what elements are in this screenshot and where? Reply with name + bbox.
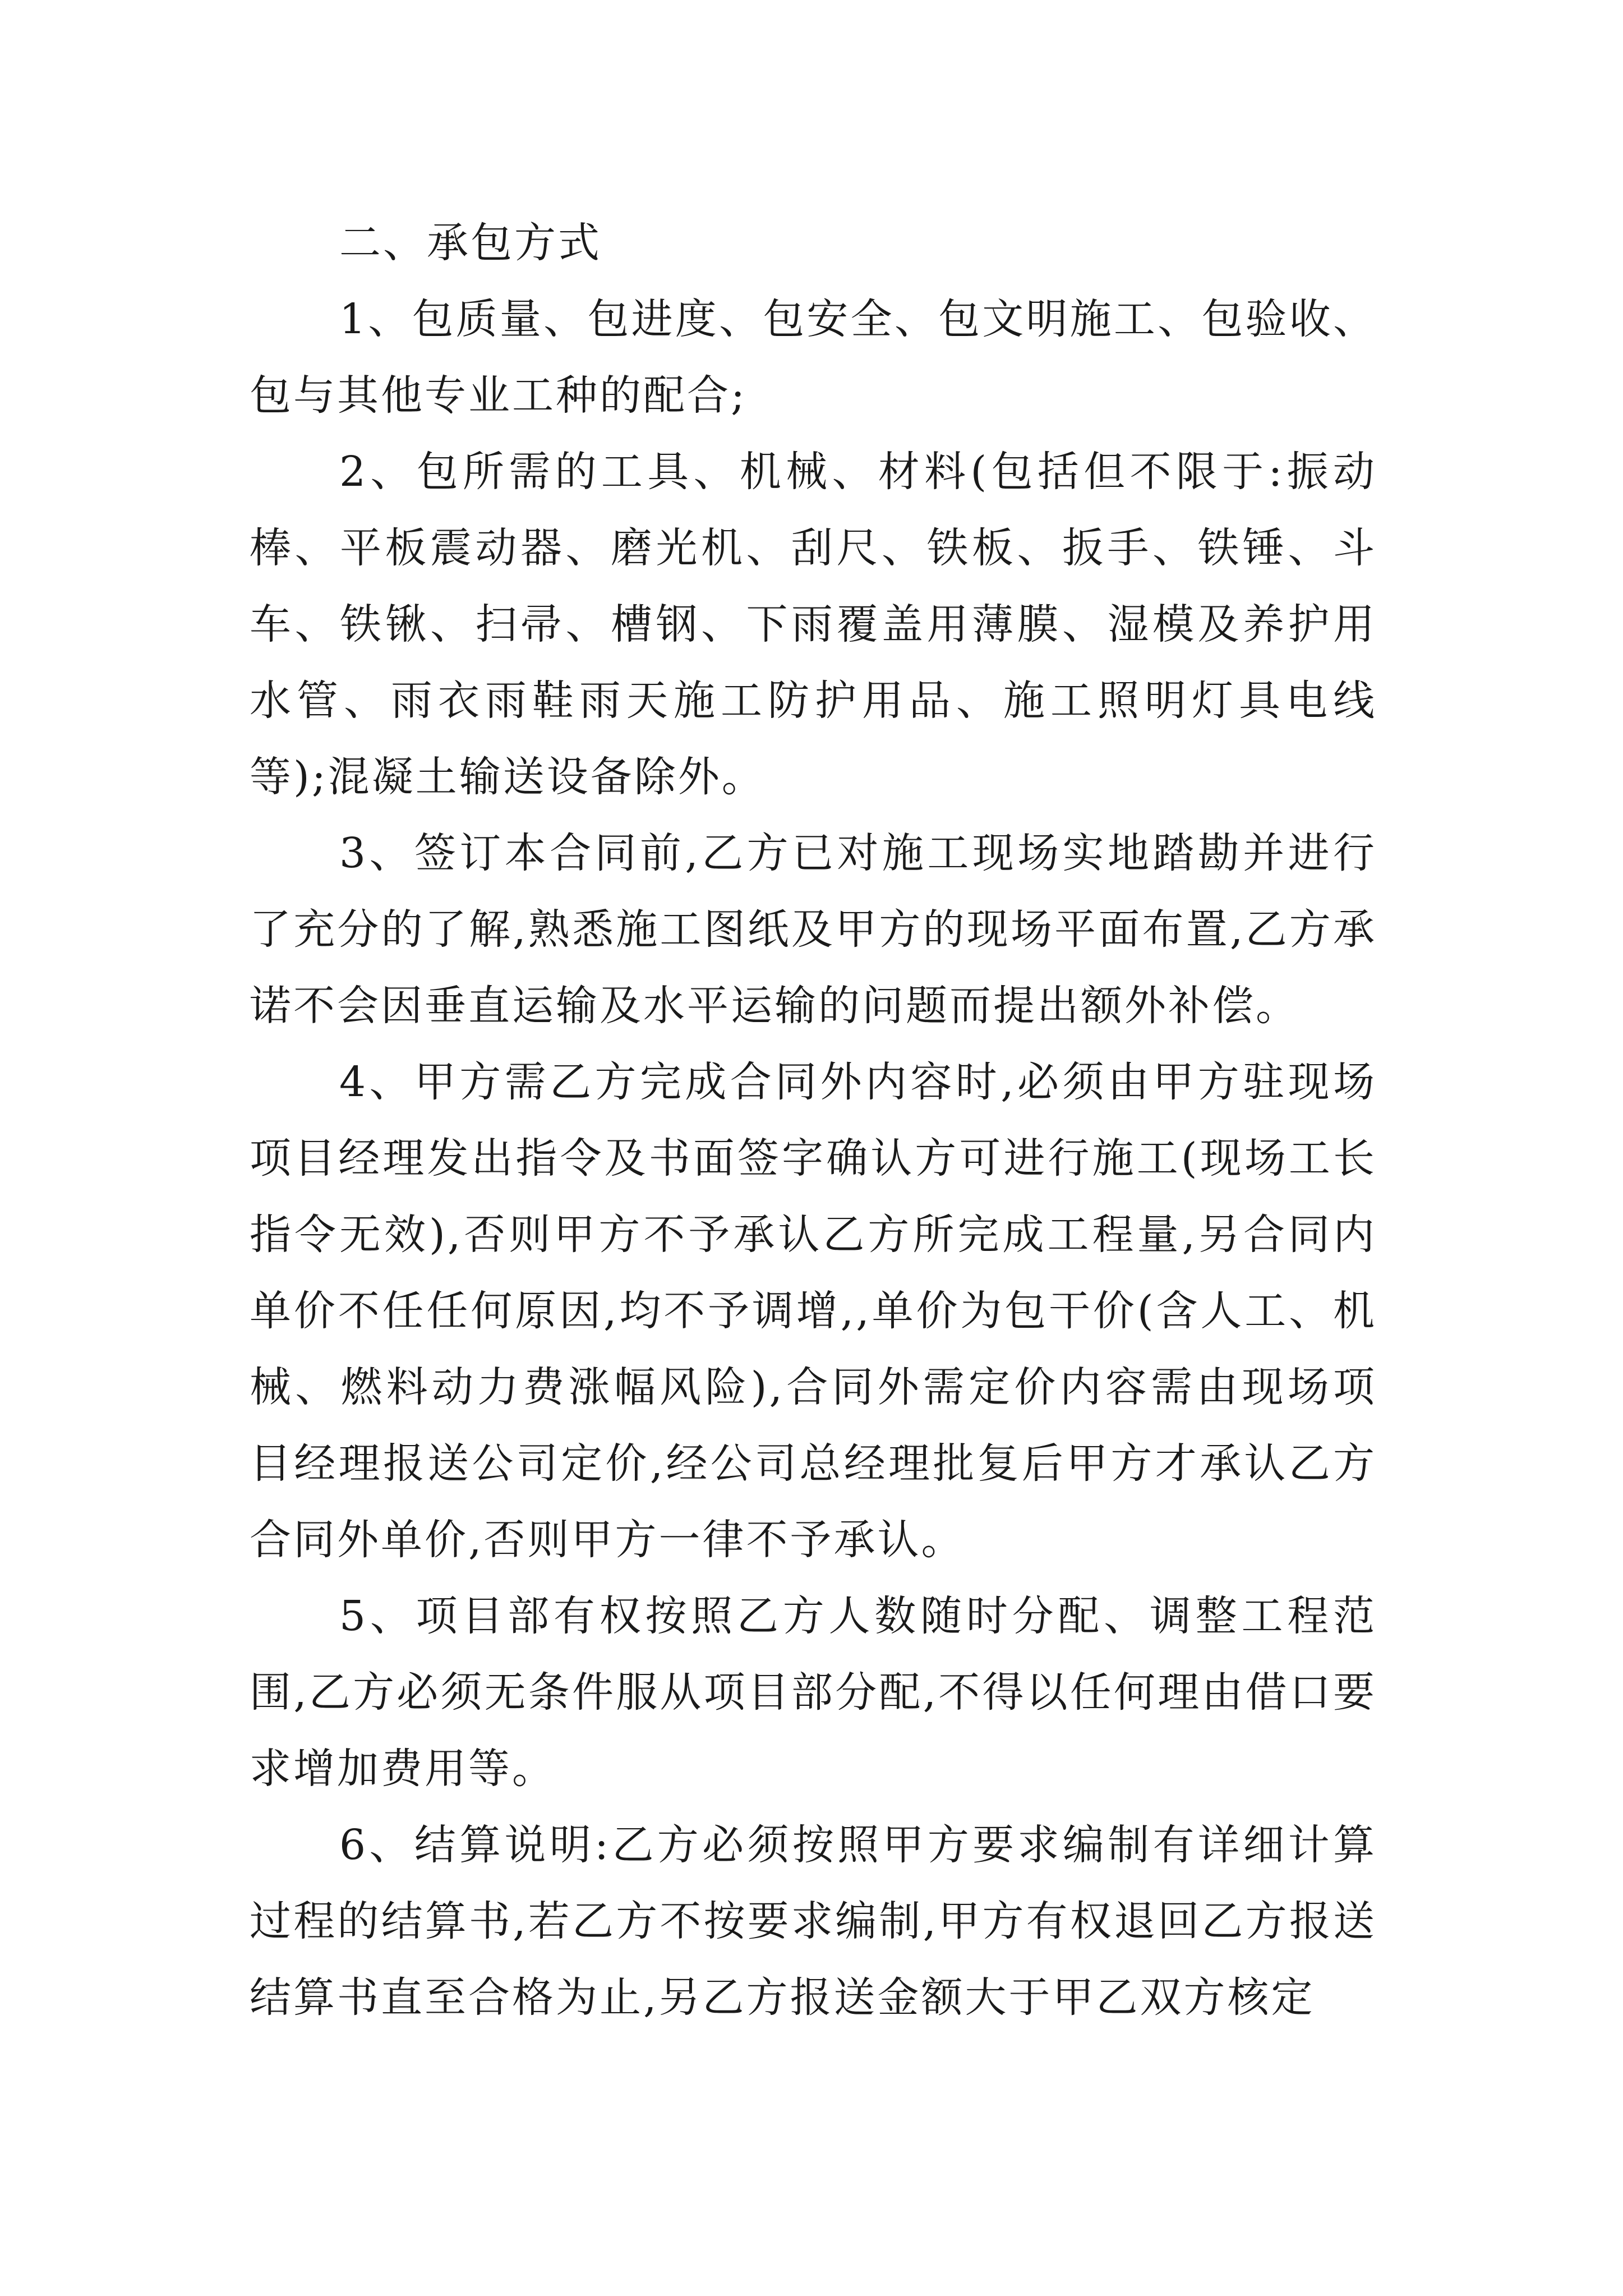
paragraph-2: 2、包所需的工具、机械、材料(包括但不限于:振动棒、平板震动器、磨光机、刮尺、铁板、扳手、铁锤、斗车、铁锹、扫帚、槽钢、下雨覆盖用薄膜、湿模及养护用水管、雨衣雨鞋雨天施工防护用品、施工照明灯具电线等);混凝土输送设备除外。	[250, 448, 1377, 801]
document-body	[250, 205, 1377, 2036]
paragraph-4: 4、甲方需乙方完成合同外内容时,必须由甲方驻现场项目经理发出指令及书面签字确认方可进行施工(现场工长指令无效),否则甲方不予承认乙方所完成工程量,另合同内单价不任任何原因,均不予调增,,单价为包干价(含人工、机械、燃料动力费涨幅风险),合同外需定价内容需由现场项目经理报送公司定价,经公司总经理批复后甲方才承认乙方合同外单价,否则甲方一律不予承认。	[250, 1058, 1377, 1564]
section-heading: 二、承包方式	[339, 219, 602, 267]
paragraph-3: 3、签订本合同前,乙方已对施工现场实地踏勘并进行了充分的了解,熟悉施工图纸及甲方的现场平面布置,乙方承诺不会因垂直运输及水平运输的问题而提出额外补偿。	[250, 829, 1377, 1030]
paragraph-1: 1、包质量、包进度、包安全、包文明施工、包验收、包与其他专业工种的配合;	[250, 295, 1377, 420]
paragraph-6: 6、结算说明:乙方必须按照甲方要求编制有详细计算过程的结算书,若乙方不按要求编制,甲方有权退回乙方报送结算书直至合格为止,另乙方报送金额大于甲乙双方核定	[250, 1821, 1377, 2022]
paragraph-5: 5、项目部有权按照乙方人数随时分配、调整工程范围,乙方必须无条件服从项目部分配,不得以任何理由借口要求增加费用等。	[250, 1592, 1377, 1793]
